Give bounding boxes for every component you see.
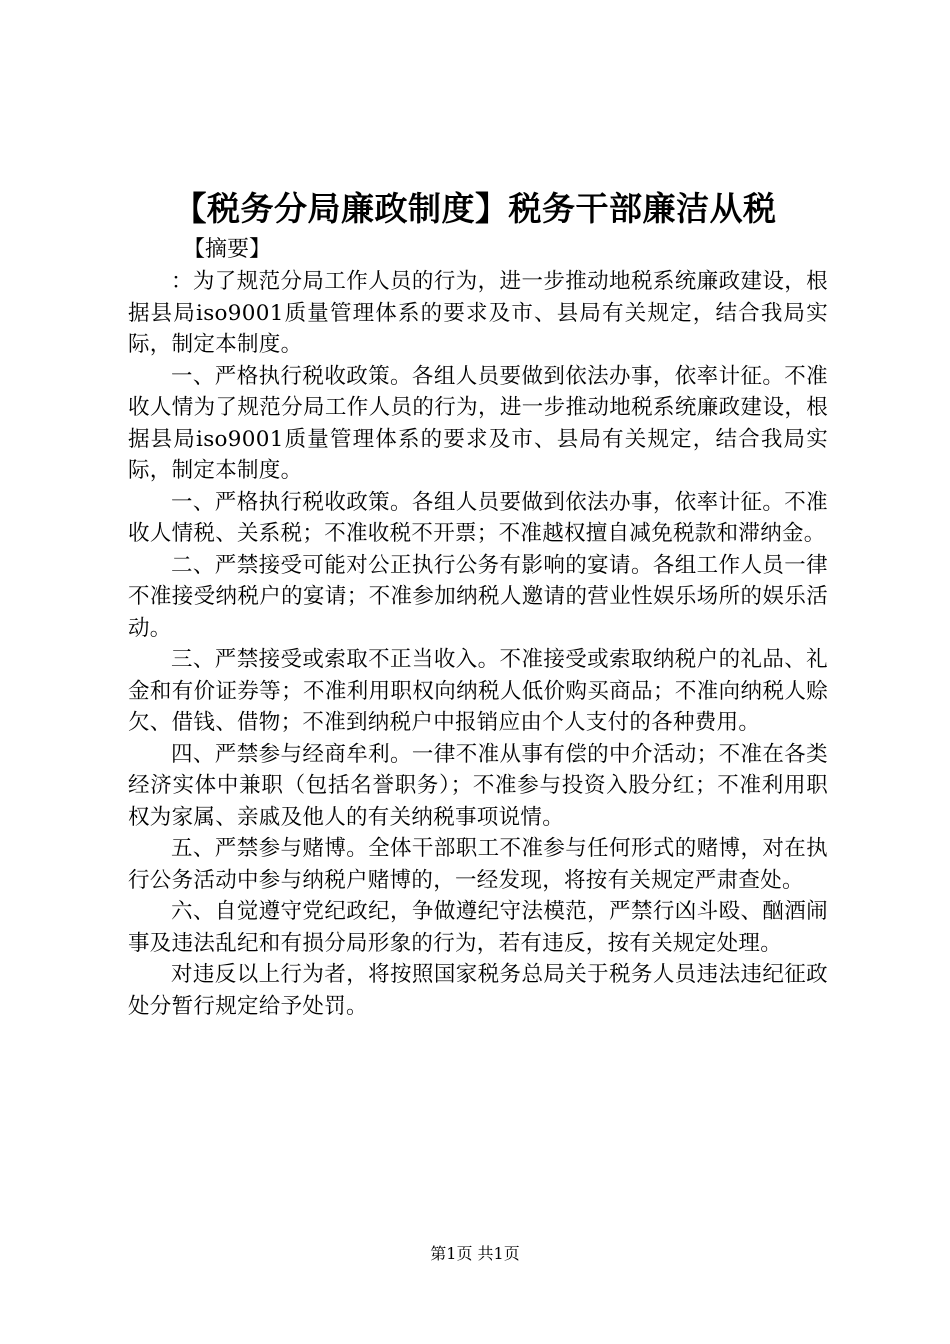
summary-label: 【摘要】 <box>183 237 272 262</box>
document-title: 【税务分局廉政制度】税务干部廉洁从税 <box>173 189 777 228</box>
paragraph-intro: ：为了规范分局工作人员的行为，进一步推动地税系统廉政建设，根据县局iso9001质量管理体系的要求及市、县局有关规定，结合我局实际，制定本制度。 <box>128 269 828 357</box>
paragraph-3: 三、严禁接受或索取不正当收入。不准接受或索取纳税户的礼品、礼金和有价证券等；不准利用职权向纳税人低价购买商品；不准向纳税人赊欠、借钱、借物；不准到纳税户中报销应由个人支付的各种费用。 <box>128 647 828 735</box>
page-footer: 第1页 共1页 <box>430 1244 520 1263</box>
paragraph-6: 六、自觉遵守党纪政纪，争做遵纪守法模范，严禁行凶斗殴、酗酒闹事及违法乱纪和有损分局形象的行为，若有违反，按有关规定处理。 <box>128 899 828 956</box>
document-body <box>128 266 828 1022</box>
paragraph-1a: 一、严格执行税收政策。各组人员要做到依法办事，依率计征。不准收人情为了规范分局工作人员的行为，进一步推动地税系统廉政建设，根据县局iso9001质量管理体系的要求及市、县局有关规定，结合我局实际，制定本制度。 <box>128 363 828 483</box>
paragraph-5: 五、严禁参与赌博。全体干部职工不准参与任何形式的赌博，对在执行公务活动中参与纳税户赌博的，一经发现，将按有关规定严肃查处。 <box>128 836 828 893</box>
paragraph-closing: 对违反以上行为者，将按照国家税务总局关于税务人员违法违纪征政处分暂行规定给予处罚。 <box>128 962 828 1019</box>
paragraph-4: 四、严禁参与经商牟利。一律不准从事有偿的中介活动；不准在各类经济实体中兼职（包括名誉职务）；不准参与投资入股分红；不准利用职权为家属、亲戚及他人的有关纳税事项说情。 <box>128 741 828 830</box>
paragraph-1b: 一、严格执行税收政策。各组人员要做到依法办事，依率计征。不准收人情税、关系税；不准收税不开票；不准越权擅自减免税款和滞纳金。 <box>128 489 828 546</box>
paragraph-2: 二、严禁接受可能对公正执行公务有影响的宴请。各组工作人员一律不准接受纳税户的宴请；不准参加纳税人邀请的营业性娱乐场所的娱乐活动。 <box>128 552 828 641</box>
